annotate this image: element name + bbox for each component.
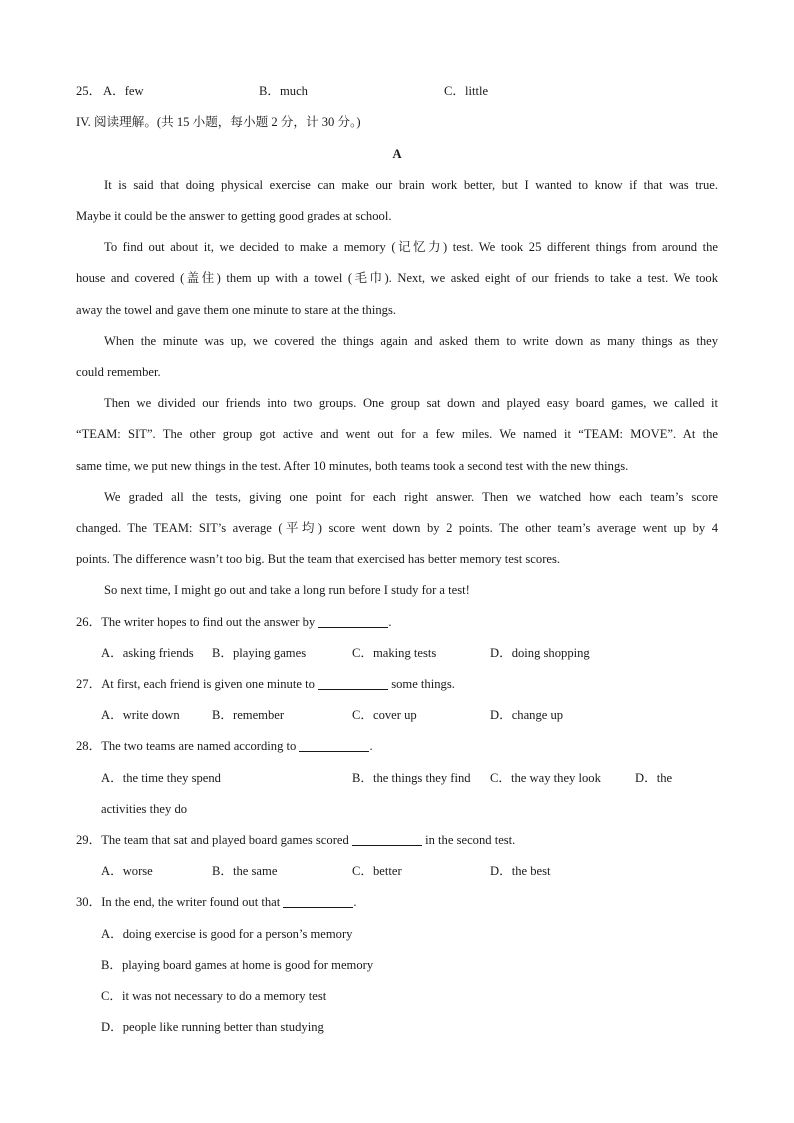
question-number: 30．: [76, 895, 102, 909]
answer-blank: [299, 739, 369, 752]
q29-option-d: D．the best: [490, 864, 551, 878]
q25-option-c: C．little: [444, 84, 489, 98]
passage-line: away the towel and gave them one minute to stare at the things.: [76, 303, 396, 317]
question-number: 25．: [76, 84, 102, 98]
q30-option-d: D．people like running better than studying: [101, 1020, 324, 1034]
q28-option-a: A．the time they spend: [101, 771, 221, 785]
passage-line: When the minute was up, we covered the things again and asked them to write down as many things as they: [104, 334, 718, 348]
q30-option-a: A．doing exercise is good for a person’s memory: [101, 927, 353, 941]
passage-line: We graded all the tests, giving one point for each right answer. Then we watched how each team’s score: [104, 490, 718, 504]
answer-blank: [352, 833, 422, 846]
question-stem-end: in the second test.: [425, 833, 516, 847]
q25-option-a: A．few: [103, 84, 144, 98]
question-stem: The two teams are named according to: [101, 739, 297, 753]
question-stem-end: .: [353, 895, 357, 909]
q28-option-b: B．the things they find: [352, 771, 471, 785]
question-stem: The team that sat and played board games scored: [101, 833, 349, 847]
q28-option-d-continued: activities they do: [101, 802, 188, 816]
question-stem: At first, each friend is given one minute to: [101, 677, 315, 691]
q30-option-b: B．playing board games at home is good for memory: [101, 958, 374, 972]
question-25: [76, 83, 101, 99]
passage-line: So next time, I might go out and take a long run before I study for a test!: [104, 583, 470, 597]
q29-option-b: B．the same: [212, 864, 278, 878]
passage-line: “TEAM: SIT”. The other group got active and went out for a few miles. We named it “TEAM: MOVE”. At the: [76, 427, 718, 441]
passage-line: house and covered (盖住) them up with a towel (毛巾). Next, we asked eight of our friends to take a test. We took: [76, 271, 718, 285]
section-heading: IV. 阅读理解。(共 15 小题，每小题 2 分，计 30 分。): [76, 115, 361, 129]
question-number: 28．: [76, 739, 102, 753]
passage-line: changed. The TEAM: SIT’s average (平均) score went down by 2 points. The other team’s average went up by 4: [76, 521, 718, 535]
q29-option-a: A．worse: [101, 864, 153, 878]
passage-label: A: [392, 147, 402, 161]
q29-option-c: C．better: [352, 864, 402, 878]
answer-blank: [318, 615, 388, 628]
passage-line: Then we divided our friends into two groups. One group sat down and played easy board games, we called it: [104, 396, 718, 410]
question-27: [76, 676, 455, 692]
answer-blank: [318, 677, 388, 690]
question-stem: The writer hopes to find out the answer by: [101, 615, 316, 629]
q26-option-b: B．playing games: [212, 646, 307, 660]
question-number: 29．: [76, 833, 102, 847]
question-26: [76, 614, 392, 630]
q27-option-b: B．remember: [212, 708, 285, 722]
question-stem-end: .: [369, 739, 373, 753]
question-28: [76, 738, 373, 754]
q28-option-c: C．the way they look: [490, 771, 601, 785]
q28-option-d: D．the: [635, 771, 673, 785]
passage-line: points. The difference wasn’t too big. But the team that exercised has better memory test scores.: [76, 552, 561, 566]
question-stem-end: some things.: [391, 677, 455, 691]
q26-option-d: D．doing shopping: [490, 646, 590, 660]
question-number: 27．: [76, 677, 102, 691]
passage-line: It is said that doing physical exercise can make our brain work better, but I wanted to know if that was true.: [104, 178, 718, 192]
answer-blank: [283, 895, 353, 908]
q27-option-d: D．change up: [490, 708, 564, 722]
passage-line: same time, we put new things in the test. After 10 minutes, both teams took a second test with the new things.: [76, 459, 629, 473]
q30-option-c: C．it was not necessary to do a memory test: [101, 989, 327, 1003]
q26-option-c: C．making tests: [352, 646, 437, 660]
q25-option-b: B．much: [259, 84, 308, 98]
q27-option-c: C．cover up: [352, 708, 417, 722]
passage-line: could remember.: [76, 365, 161, 379]
q26-option-a: A．asking friends: [101, 646, 194, 660]
passage-line: Maybe it could be the answer to getting good grades at school.: [76, 209, 392, 223]
question-30: [76, 894, 357, 910]
passage-line: To find out about it, we decided to make a memory (记忆力) test. We took 25 different things from around the: [104, 240, 718, 254]
question-stem-end: .: [388, 615, 392, 629]
question-29: [76, 832, 515, 848]
q27-option-a: A．write down: [101, 708, 180, 722]
question-number: 26．: [76, 615, 102, 629]
question-stem: In the end, the writer found out that: [101, 895, 281, 909]
